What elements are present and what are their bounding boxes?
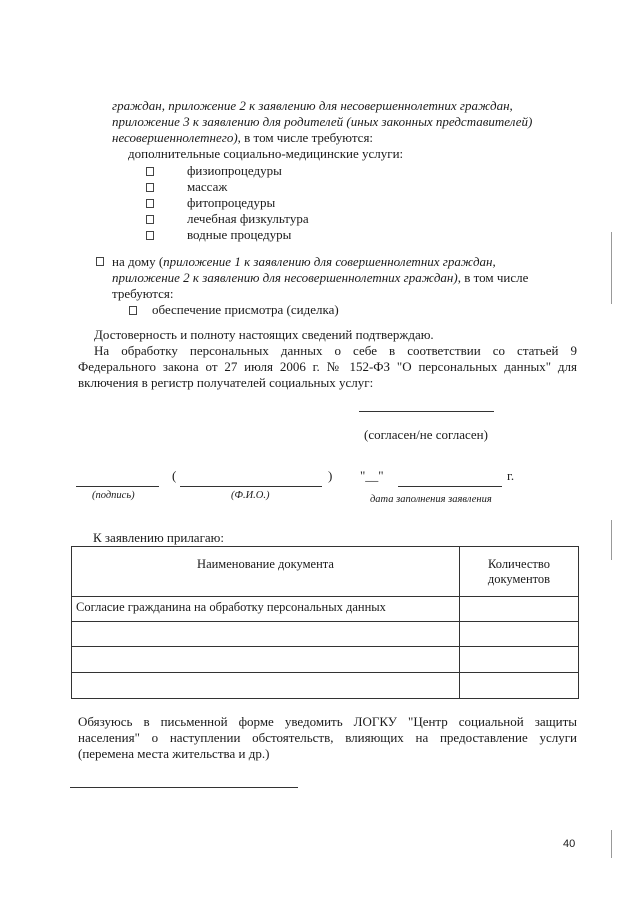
date-caption: дата заполнения заявления — [370, 494, 492, 505]
obligation-signature-line[interactable] — [70, 787, 298, 788]
intro-line-3 — [112, 130, 373, 146]
attachments-table — [71, 546, 579, 699]
table-row — [72, 673, 579, 699]
home-line-3: требуются: — [112, 286, 174, 301]
service-label: фитопроцедуры — [187, 195, 276, 210]
agree-signature-line[interactable] — [359, 411, 494, 412]
table-cell-name[interactable]: Согласие гражданина на обработку персональных данных — [72, 597, 460, 622]
checkbox-home[interactable] — [96, 257, 104, 266]
scan-edge-mark — [611, 830, 612, 858]
service-label: массаж — [187, 179, 228, 194]
home-line-2 — [112, 270, 528, 286]
intro-line-1: граждан, приложение 2 к заявлению для несовершеннолетних граждан, — [112, 98, 513, 113]
obligation-line-1: Обязуюсь в письменной форме уведомить ЛОГКУ "Центр социальной защиты — [78, 714, 577, 729]
table-row — [72, 647, 579, 673]
table-row — [72, 597, 579, 622]
date-line[interactable] — [398, 486, 502, 487]
scan-edge-mark — [611, 520, 612, 560]
column-header-name: Наименование документа — [72, 547, 460, 597]
intro-line-2: приложение 3 к заявлению для родителей (иных законных представителей) — [112, 114, 533, 129]
service-label: физиопроцедуры — [187, 163, 282, 178]
signature-caption: (подпись) — [92, 490, 135, 501]
intro-line-3-italic: несовершеннолетнего) — [112, 130, 238, 145]
agree-label: (согласен/не согласен) — [364, 427, 488, 442]
attach-heading: К заявлению прилагаю: — [93, 530, 225, 545]
scan-edge-mark — [611, 232, 612, 304]
table-header-row — [72, 547, 579, 597]
signature-line[interactable] — [76, 486, 159, 487]
checkbox-supervision[interactable] — [129, 306, 137, 315]
column-header-count-line2: документов — [487, 572, 551, 586]
obligation-line-2: населения" о наступлении обстоятельств, влияющих на предоставление услуги — [78, 730, 577, 745]
supervision-label: обеспечение присмотра (сиделка) — [152, 302, 339, 317]
consent-line-4: включения в регистр получателей социальных услуг: — [78, 375, 374, 390]
fio-line[interactable] — [180, 486, 322, 487]
home-italic-1: приложение 1 к заявлению для совершеннолетних граждан, — [163, 254, 496, 269]
table-cell-name[interactable] — [72, 622, 460, 647]
home-prefix: на дому ( — [112, 254, 164, 269]
fio-close-paren: ) — [328, 468, 333, 483]
page-number: 40 — [563, 838, 576, 850]
service-label: водные процедуры — [187, 227, 292, 242]
column-header-count-line1: Количество — [488, 557, 550, 571]
obligation-line-3: (перемена места жительства и др.) — [78, 746, 270, 761]
checkbox-water[interactable] — [146, 231, 154, 240]
table-cell-count[interactable] — [460, 673, 579, 699]
service-label: лечебная физкультура — [187, 211, 309, 226]
consent-line-3: Федерального закона от 27 июля 2006 г. № 152-ФЗ "О персональных данных" для — [78, 359, 577, 374]
consent-line-1: Достоверность и полноту настоящих сведений подтверждаю. — [94, 327, 434, 342]
table-cell-count[interactable] — [460, 597, 579, 622]
year-suffix: г. — [507, 468, 515, 483]
checkbox-massage[interactable] — [146, 183, 154, 192]
consent-line-2: На обработку персональных данных о себе в соответствии со статьей 9 — [94, 343, 577, 358]
table-cell-name[interactable] — [72, 673, 460, 699]
home-line-1 — [112, 254, 496, 270]
column-header-count — [460, 547, 579, 597]
services-heading: дополнительные социально-медицинские услуги: — [128, 146, 404, 161]
checkbox-physio[interactable] — [146, 167, 154, 176]
table-cell-name[interactable] — [72, 647, 460, 673]
checkbox-phyto[interactable] — [146, 199, 154, 208]
fio-open-paren: ( — [172, 468, 177, 483]
home-rest-2: , в том числе — [457, 270, 529, 285]
table-cell-count[interactable] — [460, 647, 579, 673]
table-row — [72, 622, 579, 647]
intro-line-3-rest: , в том числе требуются: — [237, 130, 374, 145]
home-italic-2: приложение 2 к заявлению для несовершеннолетних граждан) — [112, 270, 458, 285]
checkbox-exercise[interactable] — [146, 215, 154, 224]
table-cell-count[interactable] — [460, 622, 579, 647]
fio-caption: (Ф.И.О.) — [231, 490, 270, 501]
date-day-quote: "__" — [360, 468, 384, 483]
